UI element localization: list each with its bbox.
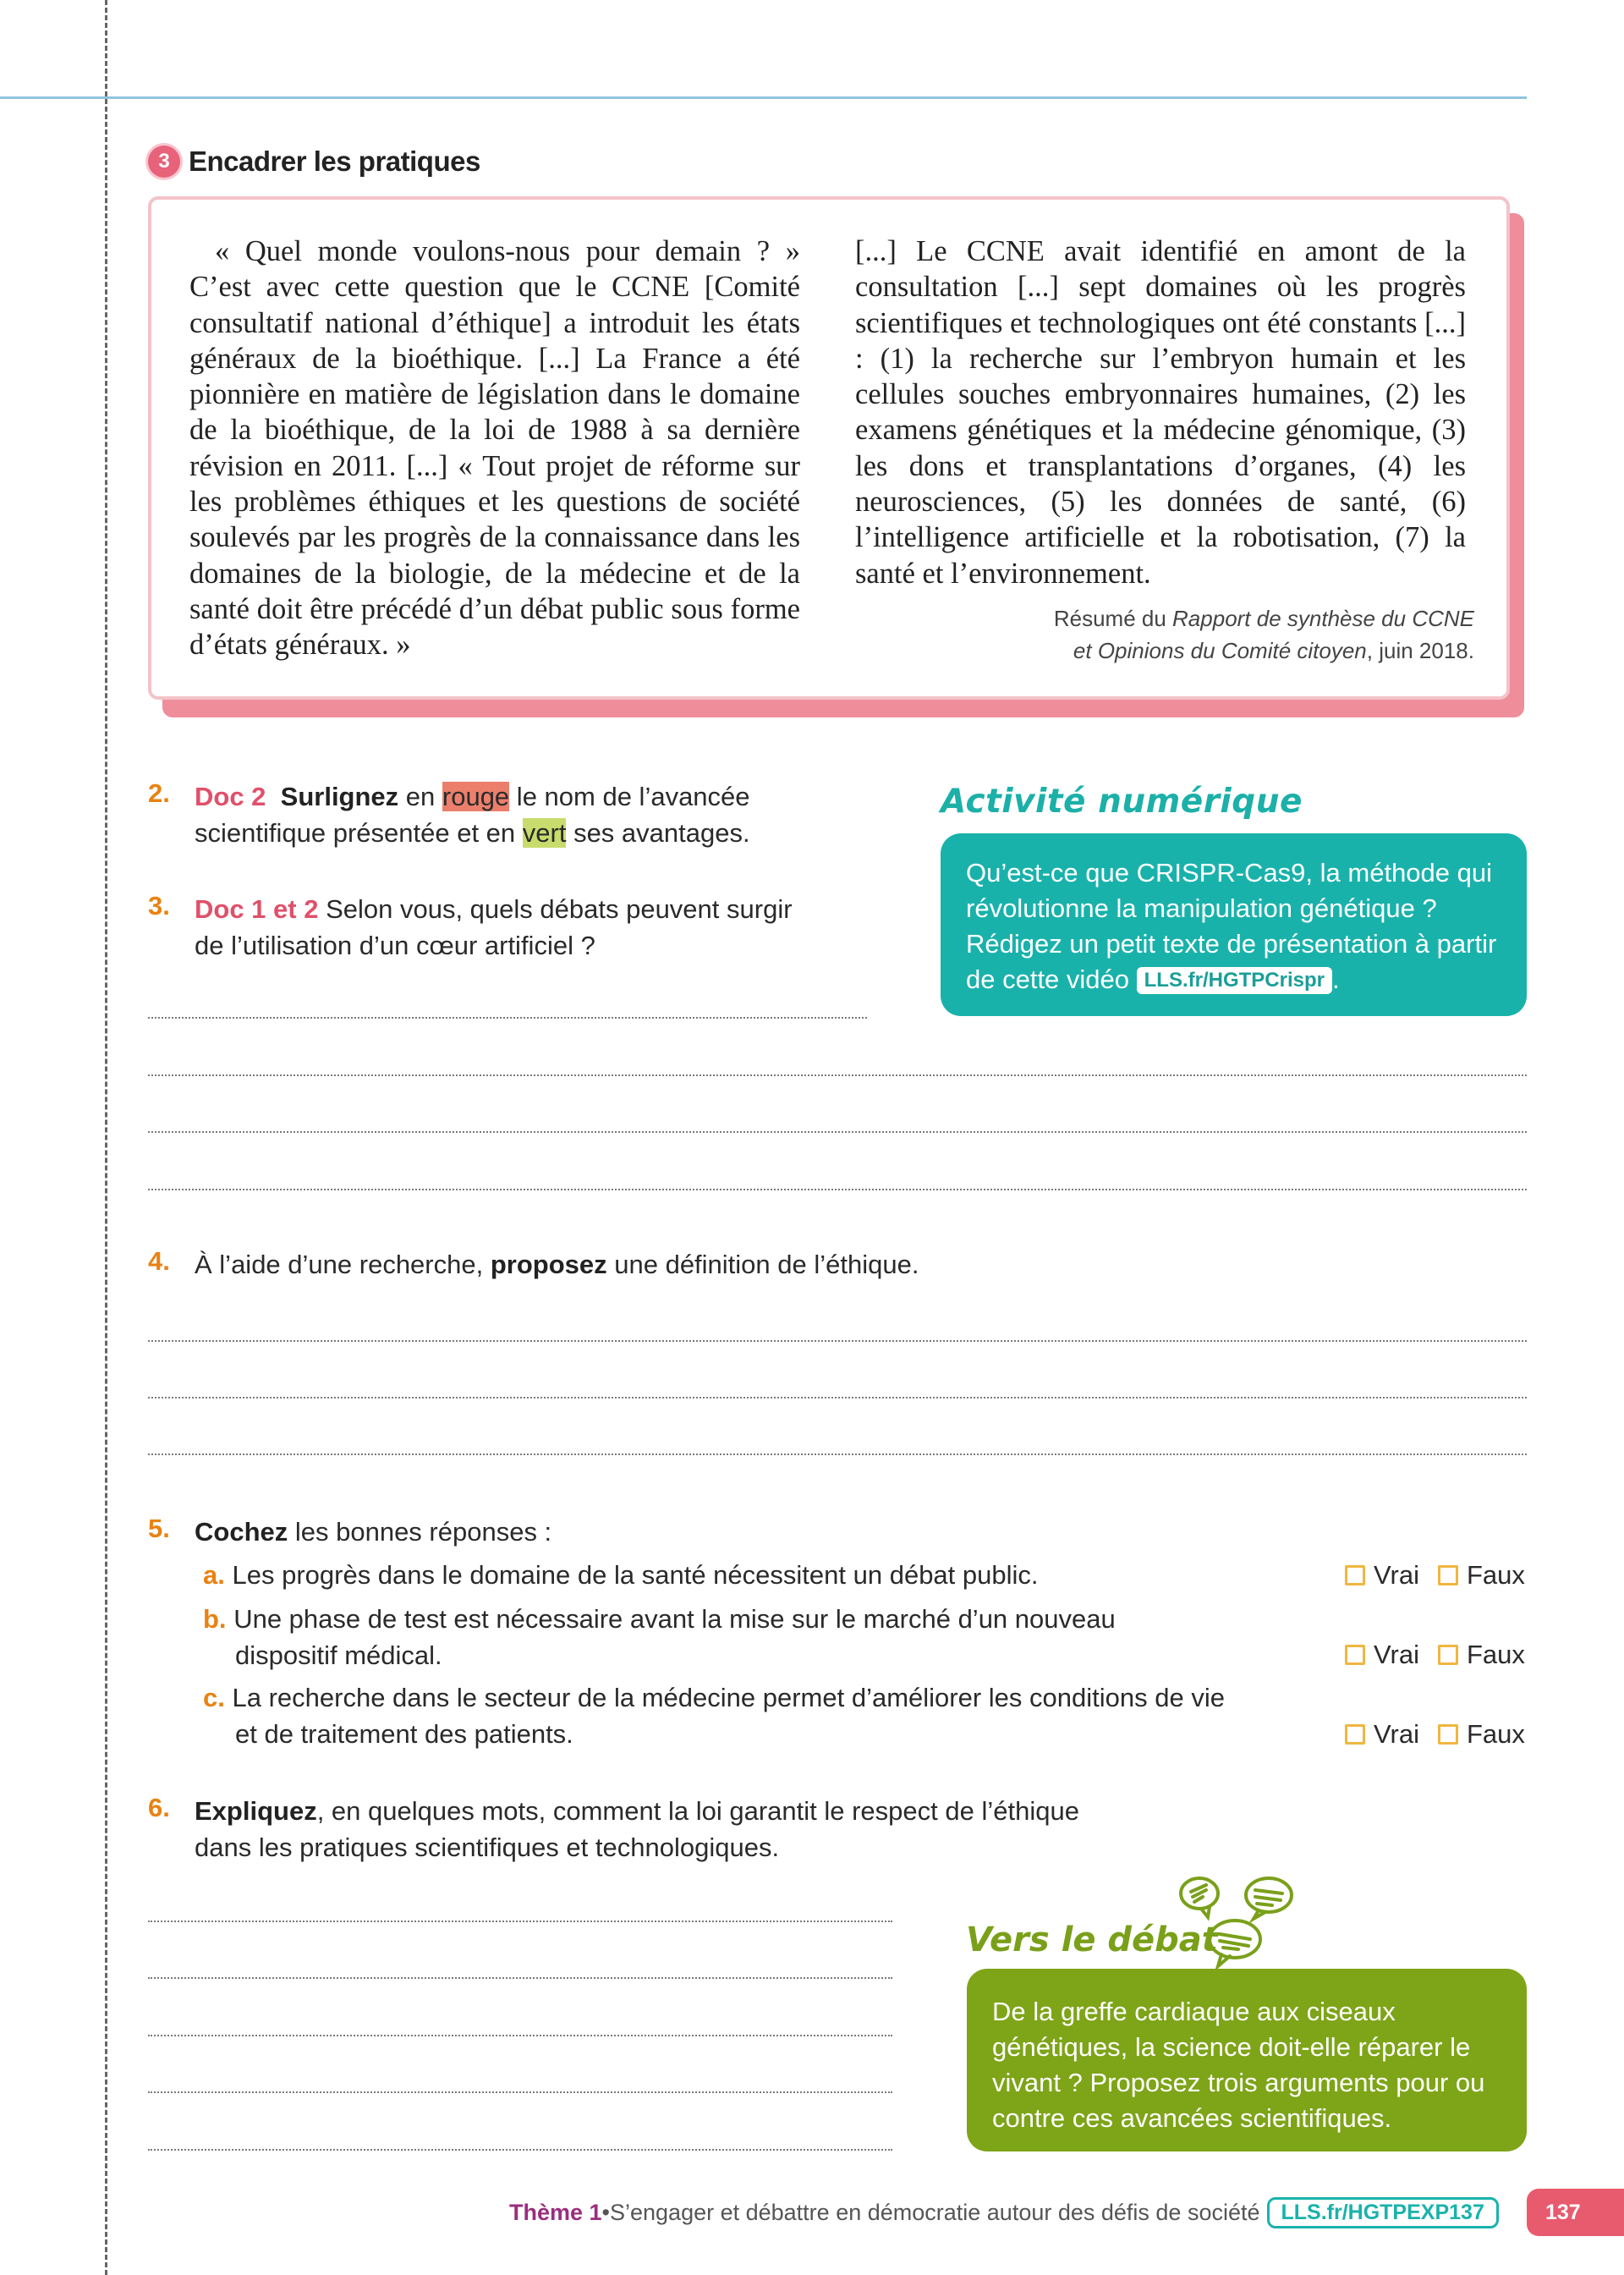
option-letter: a. — [203, 1560, 225, 1590]
source-title-1: Rapport de synthèse du CCNE — [1172, 606, 1474, 631]
answer-line[interactable] — [148, 1397, 1527, 1399]
highlight-green: vert — [522, 818, 567, 848]
text: scientifique présentée et en — [195, 818, 523, 848]
instruction-verb: proposez — [490, 1250, 607, 1279]
option-text: et de traitement des patients. — [235, 1719, 573, 1749]
quote-source — [1054, 602, 1474, 667]
checkbox-faux[interactable] — [1438, 1645, 1458, 1665]
quote-left-column: « Quel monde voulons-nous pour demain ? » C’est avec cette question que le CCNE [Comité consultatif national d’éthique] a introduit les états généraux de la bioéthique. [...] La France a été pionnière en matière de législation dans le domaine de la bioéthique, de la loi de 1988 à sa dernière révision en 2011. [...] « Tout projet de réforme sur les problèmes éthiques et les questions de société soulevés par les progrès de la connaissance dans les domaines de la biologie, de la médecine et de la santé doit être précédé d’un débat public sous forme d’états généraux. » — [189, 235, 800, 662]
section-number-badge: 3 — [148, 146, 180, 178]
quote-box — [148, 196, 1510, 700]
question-5 — [195, 1514, 1040, 1550]
faux-label: Faux — [1466, 1560, 1525, 1590]
checkbox-faux[interactable] — [1438, 1724, 1458, 1745]
question-3 — [195, 891, 888, 964]
question-2-number: 2. — [148, 778, 170, 808]
answer-line[interactable] — [148, 2149, 892, 2151]
instruction-verb: Surlignez — [280, 782, 399, 811]
vrai-label: Vrai — [1374, 1560, 1419, 1590]
instruction-verb: Cochez — [195, 1517, 288, 1547]
question-2 — [195, 778, 888, 851]
question-4 — [195, 1246, 1463, 1283]
question-3-number: 3. — [148, 891, 170, 920]
option-text: Une phase de test est nécessaire avant la mise sur le marché d’un nouveau — [233, 1604, 1116, 1634]
text: Selon vous, quels débats peuvent surgir — [318, 894, 793, 924]
source-prefix: Résumé du — [1053, 606, 1173, 631]
option-c-choices — [1345, 1716, 1525, 1752]
text: en — [398, 782, 442, 811]
answer-line[interactable] — [148, 2035, 892, 2036]
checkbox-vrai[interactable] — [1345, 1724, 1365, 1745]
highlight-red: rouge — [442, 782, 510, 811]
text: , en quelques mots, comment la loi garantit le respect de l’éthique — [316, 1796, 1079, 1826]
option-text: dispositif médical. — [235, 1640, 442, 1670]
vers-le-debat-title: Vers le débat — [966, 1921, 1218, 1959]
activite-numerique-title: Activité numérique — [941, 783, 1303, 821]
option-a-choices — [1345, 1557, 1525, 1593]
option-a — [203, 1557, 1303, 1593]
option-c — [203, 1679, 1387, 1752]
option-letter: b. — [203, 1604, 227, 1634]
text: ses avantages. — [566, 818, 750, 848]
text: une définition de l’éthique. — [606, 1250, 919, 1279]
doc-reference: Doc 2 — [195, 782, 266, 811]
question-5-number: 5. — [148, 1514, 170, 1543]
text: de l’utilisation d’un cœur artificiel ? — [195, 931, 595, 960]
checkbox-vrai[interactable] — [1345, 1565, 1365, 1585]
footer-link[interactable]: LLS.fr/HGTPEXP137 — [1267, 2197, 1499, 2228]
footer-separator: • — [601, 2200, 610, 2225]
answer-line[interactable] — [148, 1340, 1527, 1342]
question-4-number: 4. — [148, 1246, 170, 1276]
answer-line[interactable] — [148, 1921, 892, 1922]
activite-numerique-box — [941, 833, 1527, 1016]
option-text: La recherche dans le secteur de la médecine permet d’améliorer les conditions de vie — [232, 1683, 1225, 1712]
checkbox-faux[interactable] — [1438, 1565, 1458, 1585]
debat-text: De la greffe cardiaque aux ciseaux génétiques, la science doit-elle réparer le vivant ? Proposez trois arguments pour ou contre ces avancées scientifiques. — [992, 1997, 1485, 2133]
speech-bubbles-icon — [1167, 1870, 1311, 1971]
vers-le-debat-box — [967, 1969, 1527, 2151]
answer-line[interactable] — [148, 1131, 1527, 1133]
vrai-label: Vrai — [1374, 1640, 1419, 1669]
text: les bonnes réponses : — [288, 1517, 552, 1547]
option-b — [203, 1601, 1303, 1673]
text: À l’aide d’une recherche, — [195, 1250, 491, 1279]
instruction-verb: Expliquez — [195, 1796, 317, 1826]
vrai-label: Vrai — [1374, 1719, 1419, 1749]
text: dans les pratiques scientifiques et technologiques. — [195, 1833, 780, 1862]
option-text: Les progrès dans le domaine de la santé nécessitent un débat public. — [232, 1560, 1039, 1590]
text: le nom de l’avancée — [509, 782, 750, 811]
top-rule — [0, 96, 1527, 99]
activite-text: Qu’est-ce que CRISPR-Cas9, la méthode qui révolutionne la manipulation génétique ? Rédigez un petit texte de présentation à partir de cette vidéo — [966, 858, 1497, 994]
page-number: 137 — [1527, 2189, 1624, 2236]
option-b-choices — [1345, 1636, 1525, 1673]
checkbox-vrai[interactable] — [1345, 1645, 1365, 1665]
answer-line[interactable] — [148, 1189, 1527, 1190]
answer-line[interactable] — [148, 1017, 867, 1019]
source-suffix: , juin 2018. — [1366, 638, 1474, 663]
answer-line[interactable] — [148, 1977, 892, 1979]
faux-label: Faux — [1466, 1719, 1525, 1749]
answer-line[interactable] — [148, 2091, 892, 2093]
video-link[interactable]: LLS.fr/HGTPCrispr — [1137, 967, 1332, 994]
quote-right-column: [...] Le CCNE avait identifié en amont de la consultation [...] sept domaines où les progrès scientifiques et technologiques ont été constants [...] : (1) la recherche sur l’embryon humain et les cellules souches embryonnaires humaines, (2) les examens génétiques et la médecine génomique, (3) les dons et transplantations d’organes, (4) les neurosciences, (5) les données de santé, (6) l’intelligence artificielle et la robotisation, (7) la santé et l’environnement. — [855, 235, 1466, 590]
text: . — [1332, 964, 1340, 994]
faux-label: Faux — [1466, 1640, 1525, 1669]
footer — [509, 2197, 1499, 2228]
footer-theme: Thème 1 — [509, 2200, 602, 2225]
answer-line[interactable] — [148, 1074, 1527, 1076]
option-letter: c. — [203, 1683, 225, 1712]
section-heading — [148, 146, 480, 178]
source-title-2: et Opinions du Comité citoyen — [1073, 638, 1367, 663]
answer-line[interactable] — [148, 1453, 1527, 1455]
section-title: Encadrer les pratiques — [189, 146, 480, 177]
doc-reference: Doc 1 et 2 — [195, 894, 319, 924]
margin-cut-line — [105, 0, 107, 2275]
question-6-number: 6. — [148, 1793, 170, 1822]
footer-subtitle: S’engager et débattre en démocratie autour des défis de société — [610, 2200, 1260, 2225]
question-6 — [195, 1793, 1294, 1866]
